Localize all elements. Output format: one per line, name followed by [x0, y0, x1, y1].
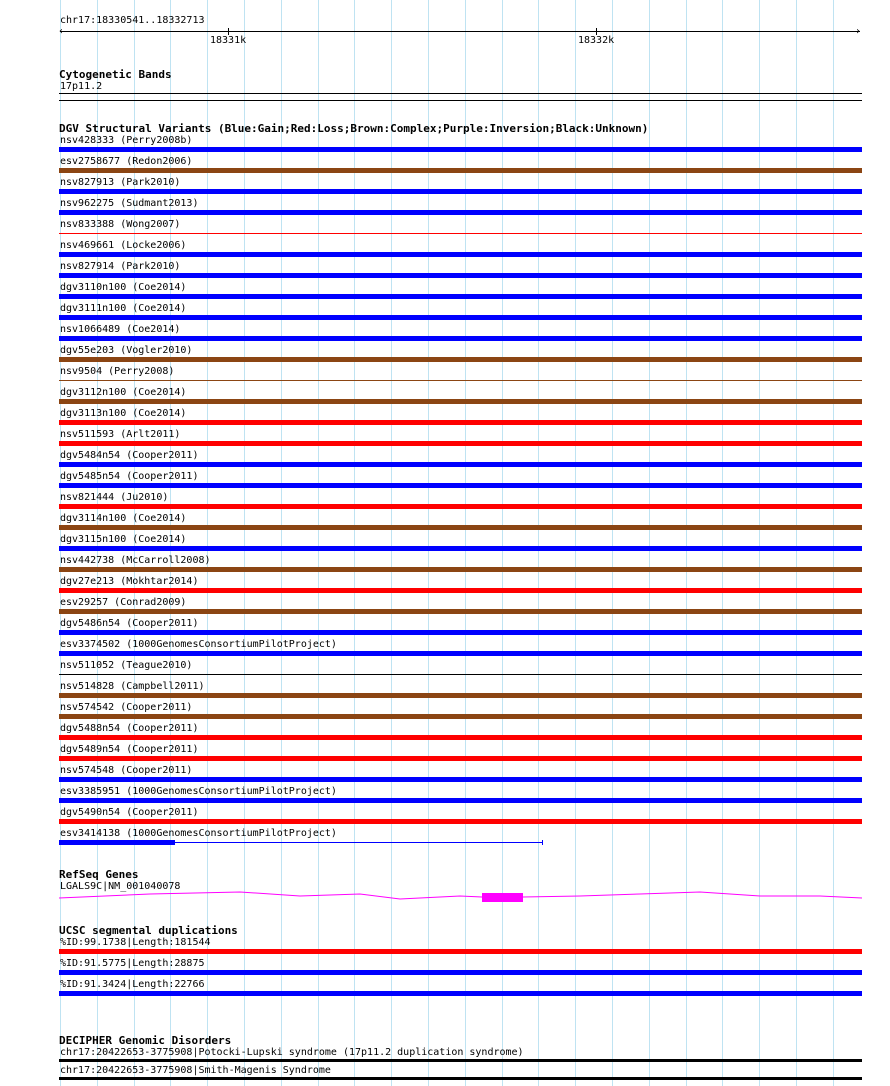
dgv-feature-label[interactable]: dgv5488n54 (Cooper2011) [60, 723, 199, 734]
track-title: DGV Structural Variants (Blue:Gain;Red:Loss;Brown:Complex;Purple:Inversion;Black:Unknown) [59, 122, 649, 135]
track-title: UCSC segmental duplications [59, 924, 238, 937]
dgv-feature-bar[interactable] [59, 735, 862, 740]
gridline [759, 0, 760, 1086]
decipher-feature-label[interactable]: chr17:20422653-3775908|Potocki-Lupski syndrome (17p11.2 duplication syndrome) [60, 1047, 524, 1058]
dgv-feature-label[interactable]: nsv833388 (Wong2007) [60, 219, 181, 230]
dgv-feature-bar[interactable] [59, 546, 862, 551]
dgv-feature-label[interactable]: nsv469661 (Locke2006) [60, 240, 187, 251]
dgv-feature-bar[interactable] [59, 189, 862, 194]
dgv-feature-label[interactable]: esv3385951 (1000GenomesConsortiumPilotProject) [60, 786, 337, 797]
track-title: RefSeq Genes [59, 868, 139, 881]
ruler-tick [596, 28, 597, 35]
dgv-feature-label[interactable]: dgv3113n100 (Coe2014) [60, 408, 187, 419]
dgv-feature-bar[interactable] [59, 294, 862, 299]
dgv-feature-label[interactable]: dgv5485n54 (Cooper2011) [60, 471, 199, 482]
cytoband-bar-top [59, 93, 862, 94]
gridline [722, 0, 723, 1086]
dgv-feature-label[interactable]: dgv5486n54 (Cooper2011) [60, 618, 199, 629]
ruler-line [60, 31, 860, 32]
dgv-feature-bar[interactable] [59, 357, 862, 362]
gene-model[interactable] [0, 888, 890, 908]
dgv-feature-label[interactable]: nsv574542 (Cooper2011) [60, 702, 193, 713]
dgv-feature-bar[interactable] [59, 504, 862, 509]
cytoband-bar-bottom [59, 100, 862, 101]
cytoband-label: 17p11.2 [60, 81, 103, 92]
gridline [575, 0, 576, 1086]
dgv-feature-bar[interactable] [59, 588, 862, 593]
dgv-feature-bar[interactable] [59, 168, 862, 173]
gridline [833, 0, 834, 1086]
gene-intron-line [59, 892, 862, 899]
ruler-tick-label: 18332k [578, 35, 615, 46]
segdup-feature-label[interactable]: %ID:99.1738|Length:181544 [60, 937, 211, 948]
dgv-feature-bar[interactable] [59, 777, 862, 782]
dgv-feature-label[interactable]: dgv27e213 (Mokhtar2014) [60, 576, 199, 587]
gridline [244, 0, 245, 1086]
dgv-feature-label[interactable]: nsv1066489 (Coe2014) [60, 324, 181, 335]
dgv-feature-label[interactable]: nsv962275 (Sudmant2013) [60, 198, 199, 209]
dgv-feature-bar[interactable] [59, 210, 862, 215]
dgv-feature-bar[interactable] [59, 462, 862, 467]
dgv-feature-label[interactable]: nsv511593 (Arlt2011) [60, 429, 181, 440]
gridline [502, 0, 503, 1086]
gene-label[interactable]: LGALS9C|NM_001040078 [60, 881, 181, 892]
gridline [354, 0, 355, 1086]
dgv-feature-bar[interactable] [59, 798, 862, 803]
dgv-feature-bar[interactable] [59, 525, 862, 530]
dgv-feature-bar[interactable] [59, 651, 862, 656]
gridline [538, 0, 539, 1086]
dgv-feature-label[interactable]: dgv5489n54 (Cooper2011) [60, 744, 199, 755]
gridline [686, 0, 687, 1086]
dgv-feature-bar[interactable] [59, 756, 862, 761]
dgv-feature-label[interactable]: nsv514828 (Campbell2011) [60, 681, 205, 692]
segdup-feature-label[interactable]: %ID:91.3424|Length:22766 [60, 979, 205, 990]
dgv-feature-bar[interactable] [59, 420, 862, 425]
dgv-feature-line[interactable] [59, 842, 543, 843]
track-title: DECIPHER Genomic Disorders [59, 1034, 232, 1047]
dgv-feature-label[interactable]: nsv9504 (Perry2008) [60, 366, 175, 377]
segdup-feature-label[interactable]: %ID:91.5775|Length:28875 [60, 958, 205, 969]
segdup-feature-bar[interactable] [59, 970, 862, 975]
decipher-feature-bar[interactable] [59, 1077, 862, 1080]
gridline [796, 0, 797, 1086]
ruler-tick-label: 18331k [210, 35, 247, 46]
gridline [318, 0, 319, 1086]
dgv-feature-label[interactable]: dgv3114n100 (Coe2014) [60, 513, 187, 524]
dgv-feature-bar[interactable] [59, 674, 862, 675]
dgv-feature-label[interactable]: dgv3111n100 (Coe2014) [60, 303, 187, 314]
dgv-feature-bar[interactable] [59, 315, 862, 320]
segdup-feature-bar[interactable] [59, 991, 862, 996]
dgv-feature-bar[interactable] [59, 693, 862, 698]
dgv-feature-label[interactable]: esv3374502 (1000GenomesConsortiumPilotProject) [60, 639, 337, 650]
dgv-feature-label[interactable]: esv3414138 (1000GenomesConsortiumPilotProject) [60, 828, 337, 839]
dgv-feature-bar[interactable] [59, 630, 862, 635]
dgv-feature-bar[interactable] [59, 336, 862, 341]
dgv-feature-label[interactable]: nsv428333 (Perry2008b) [60, 135, 193, 146]
dgv-feature-label[interactable]: dgv3110n100 (Coe2014) [60, 282, 187, 293]
gridline [649, 0, 650, 1086]
dgv-feature-bar[interactable] [59, 399, 862, 404]
gridline [281, 0, 282, 1086]
dgv-feature-bar[interactable] [59, 714, 862, 719]
ruler-left-arrow-icon: ‹ [58, 26, 65, 37]
dgv-feature-bar[interactable] [59, 252, 862, 257]
dgv-feature-label[interactable]: dgv3115n100 (Coe2014) [60, 534, 187, 545]
dgv-feature-label[interactable]: nsv827913 (Park2010) [60, 177, 181, 188]
dgv-feature-bar[interactable] [59, 441, 862, 446]
dgv-feature-bar[interactable] [59, 609, 862, 614]
dgv-feature-label[interactable]: esv2758677 (Redon2006) [60, 156, 193, 167]
ruler-right-arrow-icon: › [855, 26, 862, 37]
dgv-feature-bar[interactable] [59, 380, 862, 381]
track-title: Cytogenetic Bands [59, 68, 172, 81]
dgv-feature-label[interactable]: dgv5490n54 (Cooper2011) [60, 807, 199, 818]
dgv-feature-label[interactable]: dgv5484n54 (Cooper2011) [60, 450, 199, 461]
dgv-feature-bar[interactable] [59, 273, 862, 278]
dgv-feature-label[interactable]: dgv55e203 (Vogler2010) [60, 345, 193, 356]
ruler-tick [228, 28, 229, 35]
dgv-feature-bar[interactable] [59, 567, 862, 572]
decipher-feature-label[interactable]: chr17:20422653-3775908|Smith-Magenis Syndrome [60, 1065, 331, 1076]
gridline [465, 0, 466, 1086]
dgv-feature-label[interactable]: nsv827914 (Park2010) [60, 261, 181, 272]
dgv-feature-bar[interactable] [59, 147, 862, 152]
dgv-feature-bar[interactable] [59, 233, 862, 234]
gridline [428, 0, 429, 1086]
gene-exon [482, 893, 523, 902]
dgv-feature-label[interactable]: nsv574548 (Cooper2011) [60, 765, 193, 776]
dgv-feature-label[interactable]: dgv3112n100 (Coe2014) [60, 387, 187, 398]
region-label: chr17:18330541..18332713 [60, 15, 205, 26]
dgv-feature-label[interactable]: esv29257 (Conrad2009) [60, 597, 187, 608]
decipher-feature-bar[interactable] [59, 1059, 862, 1062]
dgv-feature-bar[interactable] [59, 819, 862, 824]
segdup-feature-bar[interactable] [59, 949, 862, 954]
dgv-feature-label[interactable]: nsv511052 (Teague2010) [60, 660, 193, 671]
dgv-feature-bar[interactable] [59, 483, 862, 488]
dgv-feature-label[interactable]: nsv821444 (Ju2010) [60, 492, 169, 503]
gridline [612, 0, 613, 1086]
dgv-feature-end-tick [542, 840, 543, 845]
gridline [391, 0, 392, 1086]
dgv-feature-label[interactable]: nsv442738 (McCarroll2008) [60, 555, 211, 566]
